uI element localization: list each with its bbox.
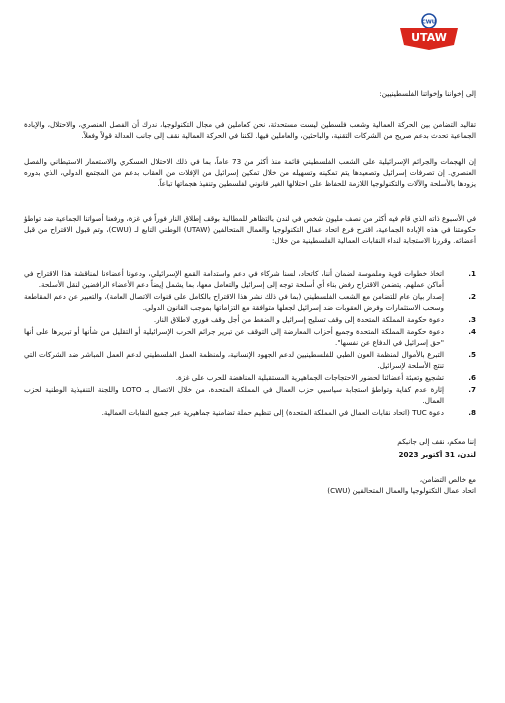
list-number: 4. bbox=[468, 327, 476, 336]
list-number: 3. bbox=[468, 315, 476, 324]
paragraph-3: في الأسبوع ذاته الذي قام فيه أكثر من نصف مليون شخص في لندن بالتظاهر للمطالبة بوقف إطلاق النار فوراً في غزة، ورفعنا أصواتنا الجماعية ضد تواطؤ حكومتنا في هذه الإبادة الجماعية، اقترح فرع اتحاد عمال التكنولوجيا والعمال المتحالفين (UTAW) الوطني التابع لـ (CWU)، وتم قبول الاقتراح من قبل أعضائه. وقررنا الاستجابة لنداء النقابات العمالية الفلسطينية من خلال: bbox=[24, 214, 477, 245]
list-text: دعوة حكومة المملكة المتحدة إلى وقف تسليح إسرائيل و الضغط من أجل وقف فوري لاطلاق النار. bbox=[153, 315, 444, 324]
list-item bbox=[24, 407, 476, 418]
list-item bbox=[24, 291, 476, 313]
list-text: تشجيع وتعبئة أعضائنا لحضور الاحتجاجات الجماهيرية المستقبلية المناهضة للحرب على غزة. bbox=[175, 373, 444, 382]
paragraph-2: إن الهجمات والجرائم الإسرائيلية على الشعب الفلسطيني قائمة منذ أكثر من 73 عاماً، بما في ذلك الاحتلال العسكري والاستعمار الاستيطاني والفصل العنصري. إن تصرفات إسرائيل وتصعيدها يتم تمكينه وتسهيله من خلال تمكين إسرائيل من الإفلات من العقاب بدعم من المجتمع الدولي، الذي بدوره يزودها بالأسلحة والآلات والتكنولوجيا اللازمة للحفاظ على احتلالها الغير قانوني لفلسطين وتنفيذ هجماتها تباعاً. bbox=[24, 157, 476, 188]
list-text: التبرع بالأموال لمنظمة العون الطبي للفلسطينيين لدعم الجهود الإنسانية، ولمنظمة العمل الفلسطيني لدعم العمل المباشر ضد الشركات التي تنتج الأسلحة لإسرائيل. bbox=[24, 350, 444, 370]
paragraph-1: تقاليد التضامن بين الحركة العمالية وشعب فلسطين ليست مستحدثة، نحن كعاملين في مجال التكنولوجيا، ندرك أن الفصل العنصري، والاحتلال، والإبادة الجماعية تحدث بدعم صريح من الشركات التقنية، والباحثين، والعاملين فيها. لكننا في الحركة العمالية نقف إلى جانب العدالة قولاً وفعلاً. bbox=[24, 120, 476, 140]
logo-badge-text: CWU bbox=[421, 19, 437, 26]
demands-list bbox=[24, 268, 476, 418]
list-item bbox=[24, 268, 476, 290]
letter-body bbox=[24, 88, 476, 496]
list-number: 2. bbox=[468, 292, 476, 301]
list-number: 6. bbox=[468, 373, 476, 382]
utaw-logo bbox=[398, 12, 460, 52]
signoff: مع خالص التضامن، bbox=[419, 475, 476, 484]
list-text: اتخاذ خطوات قوية وملموسة لضمان أننا، كاتحاد، لسنا شركاء في دعم واستدامة القمع الإسرائيلي، ودعونا أعضاءنا لمناقشة هذا الاقتراح في أماكن عملهم. يتضمن الاقتراح رفض بناء أي أسلحة توجه إلى إسرائيل والتعامل معها، بما يشمل إيضاً دعم الأعضاء الرافضين لنقل الأسلحة. bbox=[24, 269, 444, 289]
list-item bbox=[24, 384, 476, 406]
list-number: 8. bbox=[468, 408, 476, 417]
list-number: 1. bbox=[468, 269, 476, 278]
list-item bbox=[24, 372, 476, 383]
list-item bbox=[24, 349, 476, 371]
closing-line: إننا معكم، نقف إلى جانبكم bbox=[397, 437, 476, 446]
list-text: إصدار بيان عام للتضامن مع الشعب الفلسطيني (بما في ذلك نشر هذا الاقتراح بالكامل على قنوات الاتصال العامة)، والتعبير عن دعم المقاطعة وسحب الاستثمارات وفرض العقوبات ضد إسرائيل لجعلها متوافقة مع التزاماتها بموجب القانون الدولي. bbox=[24, 292, 444, 312]
list-text: دعوة TUC (اتحاد نقابات العمال في المملكة المتحدة) إلى تنظيم حملة تضامنية جماهيرية عبر جميع النقابات العمالية. bbox=[101, 408, 444, 417]
logo-text: UTAW bbox=[411, 31, 447, 44]
list-item bbox=[24, 314, 476, 325]
list-item bbox=[24, 326, 476, 348]
list-text: إثارة عدم كفاية وتواطؤ استجابة سياسيي حزب العمال في المملكة المتحدة، من خلال الاتصال بـ LOTO واللجنة التنفيذية الوطنية لحزب العمال. bbox=[24, 385, 444, 405]
greeting: إلى إخواننا وإخواتنا الفلسطينيين: bbox=[379, 89, 476, 98]
list-text: دعوة حكومة المملكة المتحدة وجميع أحزاب المعارضة إلى التوقف عن تبرير جرائم الحرب الإسرائيلية أو التقليل من شأنها أو تبريرها على أنها "حق إسرائيل في الدفاع عن نفسها". bbox=[24, 327, 444, 347]
list-number: 5. bbox=[468, 350, 476, 359]
signature: اتحاد عمال التكنولوجيا والعمال المتحالفين (CWU) bbox=[327, 486, 476, 495]
list-number: 7. bbox=[468, 385, 476, 394]
letter-date: لندن، 31 أكتوبر 2023 bbox=[398, 450, 476, 459]
